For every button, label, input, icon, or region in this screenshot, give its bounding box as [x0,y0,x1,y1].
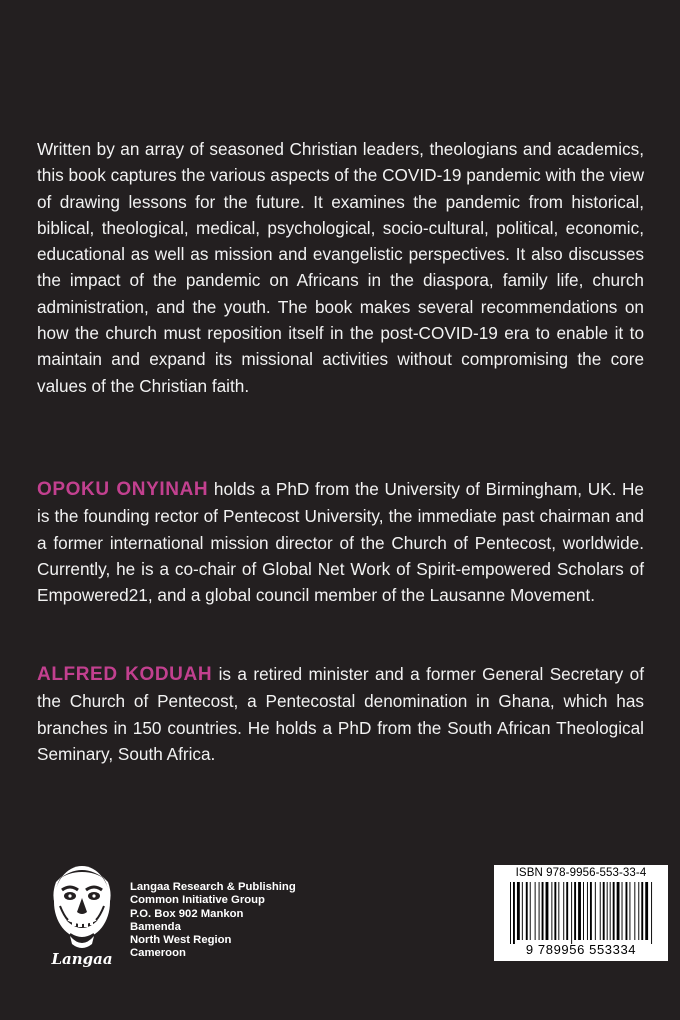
barcode-bar [607,882,608,940]
publisher-address-line: Bamenda [130,920,181,933]
publisher-address [130,881,296,961]
barcode-bar [603,882,605,940]
barcode-bar [535,882,536,940]
publisher-address-line: Langaa Research & Publishing [130,881,296,893]
barcode-bar [510,882,511,944]
barcode-bar [563,882,564,940]
barcode-bar [622,882,623,940]
barcode-bar [587,882,588,940]
author-bio-onyinah [37,476,644,608]
author-bio-koduah [37,661,644,767]
barcode-bar [617,882,620,940]
isbn-barcode [494,865,668,961]
barcode-bar [566,882,568,940]
ean-digits: 9 789956 553334 [525,942,637,957]
barcode-bar [610,882,611,940]
barcode-bar [542,882,544,940]
author-name: ALFRED KODUAH [37,664,213,685]
barcode-bar [583,882,584,940]
publisher-address-line: North West Region [130,934,232,947]
barcode-bar [513,882,515,944]
barcode-bar [558,882,559,940]
publisher-address-line: Cameroon [130,947,186,960]
barcode-bar [651,882,652,944]
barcode-bar [629,882,630,940]
barcode-bar [645,882,648,940]
barcode-bar [634,882,635,940]
barcode-bar [595,882,596,940]
barcode-bar [546,882,549,940]
publisher-address-line: Common Initiative Group [130,894,265,907]
barcode-bar [539,882,540,940]
barcode-bar [641,882,643,940]
barcode-bar [600,882,601,940]
author-bio-text: is a retired minister and a former General Secretary of the Church of Pentecost, a Pentecostal denomination in Ghana, which has branches in 150 countries. He holds a PhD from the South African Theological Seminary, South Africa. [37,664,645,764]
barcode-bar [522,882,523,940]
barcode-bar [574,882,576,940]
barcode-bar [613,882,615,940]
barcode-bar [626,882,628,940]
barcode-bar [554,882,556,940]
barcode-bar [551,882,552,940]
publisher-logo-wordmark: Langaa [51,950,113,968]
author-name: OPOKU ONYINAH [37,479,209,500]
book-description: Written by an array of seasoned Christian leaders, theologians and academics, this book captures the various aspects of the COVID-19 pandemic with the view of drawing lessons for the future. It examines the pandemic from historical, biblical, theological, medical, psychological, socio-cultural, political, economic, educational as well as mission and evangelistic perspectives. It also discusses the impact of the pandemic on Africans in the diaspora, family life, church administration, and the youth. The book makes several recommendations on how the church must reposition itself in the post-COVID-19 era to enable it to maintain and expand its missional activities without compromising the core values of the Christian faith. [37,139,644,396]
barcode-bar [638,882,639,940]
publisher-address-line: P.O. Box 902 Mankon [130,907,244,920]
author-bio-text: holds a PhD from the University of Birmingham, UK. He is the founding rector of Pentecost University, the immediate past chairman and a former international mission director of the Church of Pentecost, worldwide. Currently, he is a co-chair of Global Net Work of Spirit-empowered Scholars of Empowered21, and a global council member of the Lausanne Movement. [37,479,644,606]
publisher-logo [40,858,124,968]
isbn-label: ISBN 978-9956-553-33-4 [515,867,647,879]
barcode-bar [571,882,572,944]
publisher-block [40,858,340,968]
barcode-bar [526,882,528,940]
barcode-bar [578,882,581,940]
barcode-bar [517,882,520,940]
barcode-bar [590,882,592,940]
barcode-bar [530,882,531,940]
barcode-bars [500,882,662,944]
